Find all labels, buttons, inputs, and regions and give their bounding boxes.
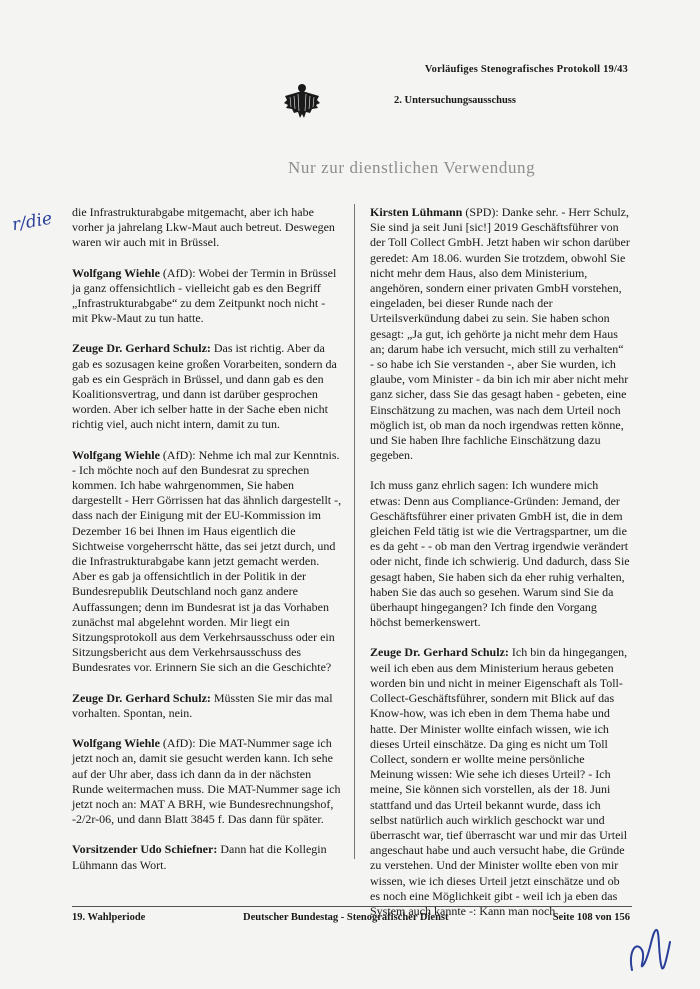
- column-divider: [354, 204, 355, 859]
- footer-period: 19. Wahlperiode: [72, 912, 146, 923]
- handwritten-signature-icon: [618, 912, 688, 982]
- paragraph: Zeuge Dr. Gerhard Schulz: Müssten Sie mir das mal vorhalten. Spontan, nein.: [72, 690, 333, 720]
- paragraph: Wolfgang Wiehle (AfD): Die MAT-Nummer sage ich jetzt noch an, damit sie gesucht werden kann. Ich sehe auf der Uhr aber, dass ich dann da in der nächsten Runde weitermachen muss. Die MAT-Nummer sage ich jetzt noch an: MAT A BRH, wie Bundesrechnungshof, -2/2r-06, und dann Blatt 3845 f. Das dann für später.: [72, 736, 341, 827]
- footer-publisher: Deutscher Bundestag - Stenografischer Dienst: [243, 912, 449, 923]
- footer-page-number: Seite 108 von 156: [552, 912, 630, 923]
- paragraph: Ich muss ganz ehrlich sagen: Ich wundere mich etwas: Denn aus Compliance-Gründen: Jemand, der Geschäftsführer einer privaten GmbH ist, die in dem gleichen Feld tätig ist wie die Vertragspartner, um die es da geht - - ob man den Vertrag irgendwie verändert oder nicht, finde ich schwierig. Und dadurch, dass Sie gesagt haben, Sie haben sich da eher ruhig verhalten, haben Sie das auch so gesehen. Warum sind Sie da überhaupt hingegangen? Ich finde den Vorgang höchst bemerkenswert.: [370, 478, 630, 630]
- left-column: [72, 205, 342, 888]
- right-column: [370, 205, 630, 934]
- paragraph: Vorsitzender Udo Schiefner: Dann hat die Kollegin Lühmann das Wort.: [72, 842, 327, 872]
- paragraph: Zeuge Dr. Gerhard Schulz: Ich bin da hingegangen, weil ich eben aus dem Ministerium heraus gebeten worden bin und nicht in meiner Eigenschaft als Toll-Collect-Geschäftsführer, sondern mit Blick auf das Know-how, was ich eben in dem Thema habe und hatte. Der Minister wollte einfach wissen, wie ich dieses Urteil einschätze. Da ging es nicht um Toll Collect, sondern er wollte meine persönliche Meinung wissen: Wie sehe ich dieses Urteil? - Ich meine, Sie können sich vorstellen, als der 18. Juni stattfand und das Urteil bekannt wurde, dass ich selbst natürlich auch wirklich geschockt war und überrascht war, tief überrascht war und mir das Urteil angeschaut habe und auch versucht habe, die Gründe zu verstehen. Und der Minister wollte eben von mir wissen, wie ich dieses Urteil jetzt einschätze und ob es noch eine Möglichkeit gibt - weil ich ja eben das System auch kannte -: Kann man noch: [370, 645, 628, 918]
- paragraph: Zeuge Dr. Gerhard Schulz: Das ist richtig. Aber da gab es sozusagen keine großen Vorarbeiten, sondern da gab es ein Gespräch in Brüssel, und dann gab es den Koalitionsvertrag, und dann ist darüber gesprochen worden. Aber ich selber hatte in der Sache eben nicht richtig viel, auch nicht intern, damit zu tun.: [72, 341, 337, 432]
- paragraph: Wolfgang Wiehle (AfD): Wobei der Termin in Brüssel ja ganz offensichtlich - vielleicht gab es den Begriff „Infrastrukturabgabe“ zu dem Zeitpunkt noch nicht - mit Pkw-Maut zu tun hatte.: [72, 265, 337, 326]
- bundesadler-icon: [282, 82, 322, 120]
- header-subtitle: 2. Untersuchungsausschuss: [394, 95, 516, 106]
- margin-annotation: r/die: [10, 208, 54, 236]
- paragraph: Kirsten Lühmann (SPD): Danke sehr. - Herr Schulz, Sie sind ja seit Juni [sic!] 2019 Geschäftsführer von der Toll Collect GmbH. Jetzt haben wir schon darüber geredet: Am 18.06. wurden Sie trotzdem, obwohl Sie nicht mehr dem Haus, also dem Ministerium, angehören, sondern einer privaten GmbH vorstehen, eingeladen, bei dieser Runde nach der Urteilsverkündung dabei zu sein. Sie haben schon gesagt: „Ja gut, ich gehörte ja nicht mehr dem Haus an; darum habe ich versucht, mich still zu verhalten“ - so habe ich Sie verstanden -, aber Sie wurden, ich glaube, vom Minister - da bin ich mir aber nicht mehr ganz sicher, dass Sie das gesagt haben - gebeten, eine Einschätzung zu machen, was nach dem Urteil noch möglich ist, ob man da noch irgendwas retten könne, und Sie haben Ihre fachliche Einschätzung dazu gegeben.: [370, 205, 630, 463]
- footer-rule: [72, 906, 632, 907]
- confidential-stamp: Nur zur dienstlichen Verwendung: [288, 158, 536, 177]
- header-title: Vorläufiges Stenografisches Protokoll 19/43: [424, 64, 628, 75]
- paragraph: Wolfgang Wiehle (AfD): Nehme ich mal zur Kenntnis. - Ich möchte noch auf den Bundesrat zu sprechen kommen. Ich habe wahrgenommen, Sie haben dargestellt - Herr Görrissen hat das ähnlich dargestellt -, dass nach der Einigung mit der EU-Kommission im Dezember 16 bei Ihnen im Haus eigentlich die Sichtweise vorgeherrscht hätte, das sei jetzt durch, und die Infrastrukturabgabe kann jetzt gemacht werden. Aber es gab ja offensichtlich in der Politik in der Bundesrepublik Deutschland noch ganz andere Auffassungen; denn im Bundesrat ist ja das Vorhaben zunächst mal abgelehnt worden. Mir liegt ein Sitzungsprotokoll aus dem Verkehrsausschuss oder ein Sitzungsbericht aus dem Verkehrsausschuss des Bundesrates vor. Erinnern Sie sich an die Geschichte?: [72, 447, 342, 675]
- paragraph: die Infrastrukturabgabe mitgemacht, aber ich habe vorher ja jahrelang Lkw-Maut auch betreut. Deswegen waren wir auch mit in Brüssel.: [72, 205, 335, 250]
